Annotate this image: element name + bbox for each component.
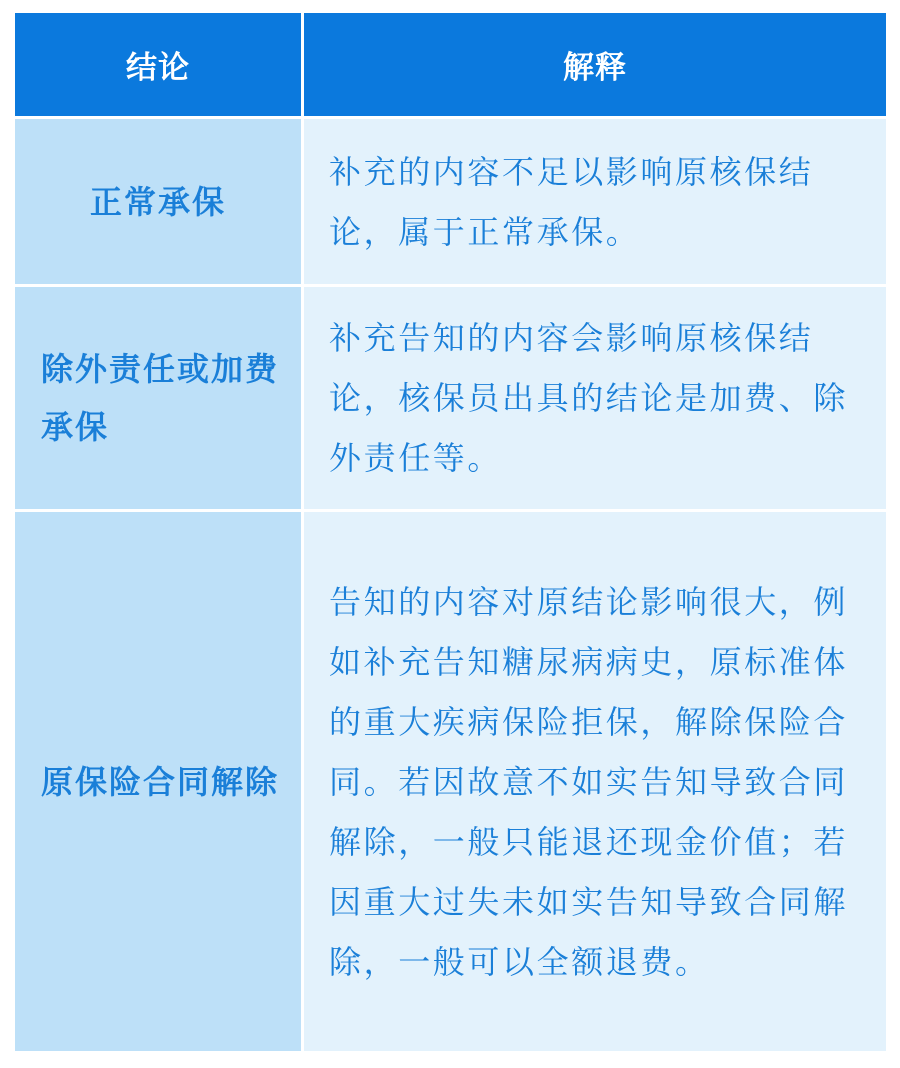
explanation-text: 告知的内容对原结论影响很大，例如补充告知糖尿病病史，原标准体的重大疾病保险拒保，解除保险合同。若因故意不如实告知导致合同解除，一般只能退还现金价值；若因重大过失未如实告知导致合同解除，一般可以全额退费。	[329, 582, 849, 981]
header-conclusion	[15, 13, 301, 116]
header-conclusion-label: 结论	[126, 50, 190, 86]
underwriting-conclusion-table	[15, 13, 886, 1051]
conclusion-cell-exclusion	[15, 287, 301, 509]
header-explanation-label: 解释	[563, 50, 627, 86]
explanation-cell-termination	[304, 512, 886, 1051]
conclusion-text: 正常承保	[89, 182, 226, 221]
explanation-cell-exclusion	[304, 287, 886, 509]
explanation-cell-normal	[304, 119, 886, 284]
conclusion-text: 原保险合同解除	[41, 762, 280, 801]
explanation-text: 补充的内容不足以影响原核保结论，属于正常承保。	[329, 152, 814, 251]
conclusion-cell-normal	[15, 119, 301, 284]
conclusion-text: 除外责任或加费承保	[41, 350, 280, 446]
header-explanation	[304, 13, 886, 116]
explanation-text: 补充告知的内容会影响原核保结论，核保员出具的结论是加费、除外责任等。	[329, 319, 849, 477]
conclusion-cell-termination	[15, 512, 301, 1051]
